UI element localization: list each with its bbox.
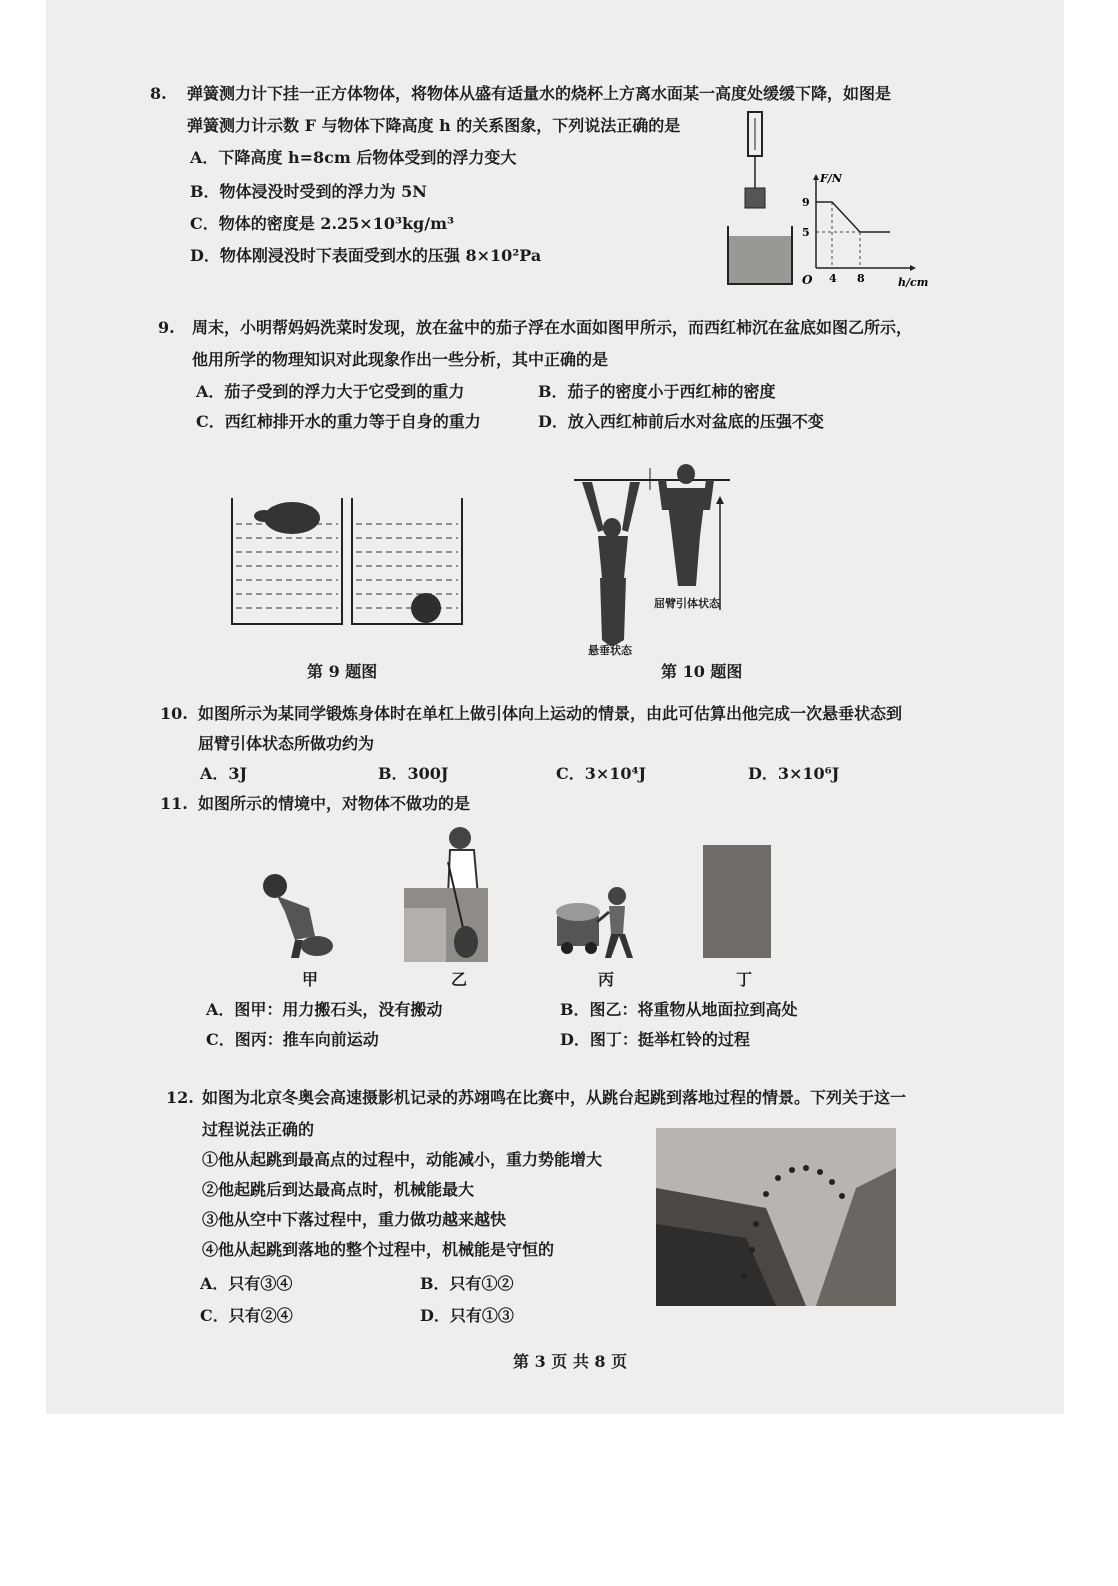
fig11-jia-lifting-stone bbox=[255, 868, 335, 960]
q8-option-b: B．物体浸没时受到的浮力为 5N bbox=[190, 182, 427, 201]
q10-option-c: C．3×10⁴J bbox=[556, 764, 647, 783]
q10-number: 10. bbox=[160, 704, 188, 723]
q8-option-a: A．下降高度 h=8cm 后物体受到的浮力变大 bbox=[190, 148, 517, 167]
fig11-yi-lifting-weight bbox=[404, 822, 488, 962]
q11-number: 11. bbox=[160, 794, 188, 813]
q10-option-d: D．3×10⁶J bbox=[748, 764, 840, 783]
ski-jump-photo bbox=[656, 1128, 896, 1306]
fig10-caption: 第 10 题图 bbox=[661, 662, 743, 681]
q12-option-a: A．只有③④ bbox=[200, 1274, 293, 1293]
q11-option-b: B．图乙：将重物从地面拉到高处 bbox=[560, 1000, 798, 1019]
q8-stem-line1: 弹簧测力计下挂一正方体物体，将物体从盛有适量水的烧杯上方离水面某一高度处缓缓下降，如图是 bbox=[187, 84, 892, 103]
fig11-label-bing: 丙 bbox=[598, 970, 615, 989]
q12-statement-4: ④他从起跳到落地的整个过程中，机械能是守恒的 bbox=[202, 1240, 555, 1259]
graph-ytick-5: 5 bbox=[802, 226, 810, 239]
page-footer: 第 3 页 共 8 页 bbox=[513, 1352, 628, 1371]
q12-statement-1: ①他从起跳到最高点的过程中，动能减小，重力势能增大 bbox=[202, 1150, 603, 1169]
q10-stem-line1: 如图所示为某同学锻炼身体时在单杠上做引体向上运动的情景，由此可估算出他完成一次悬垂状态到 bbox=[198, 704, 903, 723]
q12-stem-line2: 过程说法正确的 bbox=[202, 1120, 315, 1139]
q11-option-d: D．图丁：挺举杠铃的过程 bbox=[560, 1030, 750, 1049]
q12-number: 12. bbox=[166, 1088, 194, 1107]
fig9-caption: 第 9 题图 bbox=[307, 662, 378, 681]
fig11-label-ding: 丁 bbox=[736, 970, 753, 989]
tomato bbox=[411, 593, 441, 623]
q9-option-a: A．茄子受到的浮力大于它受到的重力 bbox=[196, 382, 465, 401]
q11-option-c: C．图丙：推车向前运动 bbox=[206, 1030, 379, 1049]
fig10-label-pull: 屈臂引体状态 bbox=[654, 597, 720, 610]
force-height-graph bbox=[800, 170, 940, 290]
q11-stem: 如图所示的情境中，对物体不做功的是 bbox=[198, 794, 471, 813]
graph-ytick-9: 9 bbox=[802, 196, 810, 209]
q10-option-a: A．3J bbox=[200, 764, 248, 783]
fig11-label-yi: 乙 bbox=[451, 970, 468, 989]
graph-xtick-4: 4 bbox=[829, 272, 837, 285]
q9-option-b: B．茄子的密度小于西红柿的密度 bbox=[538, 382, 776, 401]
fig11-bing-pushing-cart bbox=[553, 882, 649, 962]
graph-xlabel: h/cm bbox=[898, 276, 929, 289]
q9-number: 9. bbox=[158, 318, 175, 337]
graph-origin: O bbox=[802, 273, 813, 287]
q12-option-d: D．只有①③ bbox=[420, 1306, 514, 1325]
q12-statement-3: ③他从空中下落过程中，重力做功越来越快 bbox=[202, 1210, 507, 1229]
pullup-figure bbox=[570, 460, 740, 660]
q9-stem-line1: 周末，小明帮妈妈洗菜时发现，放在盆中的茄子浮在水面如图甲所示，而西红柿沉在盆底如图乙所示， bbox=[192, 318, 913, 337]
q12-option-b: B．只有①② bbox=[420, 1274, 514, 1293]
q8-stem-line2: 弹簧测力计示数 F 与物体下降高度 h 的关系图象，下列说法正确的是 bbox=[187, 116, 681, 135]
q8-option-c: C．物体的密度是 2.25×10³kg/m³ bbox=[190, 214, 455, 233]
q8-option-d: D．物体刚浸没时下表面受到水的压强 8×10²Pa bbox=[190, 246, 542, 265]
q9-stem-line2: 他用所学的物理知识对此现象作出一些分析，其中正确的是 bbox=[192, 350, 609, 369]
q9-option-d: D．放入西红柿前后水对盆底的压强不变 bbox=[538, 412, 824, 431]
q10-stem-line2: 屈臂引体状态所做功约为 bbox=[198, 734, 375, 753]
fig11-ding-barbell-photo bbox=[703, 845, 771, 958]
fig10-label-hang: 悬垂状态 bbox=[588, 644, 632, 657]
q8-number: 8. bbox=[150, 84, 167, 103]
q12-stem-line1: 如图为北京冬奥会高速摄影机记录的苏翊鸣在比赛中，从跳台起跳到落地过程的情景。下列关于这一 bbox=[202, 1088, 907, 1107]
graph-ylabel: F/N bbox=[820, 172, 842, 185]
q12-option-c: C．只有②④ bbox=[200, 1306, 293, 1325]
q10-option-b: B．300J bbox=[378, 764, 449, 783]
q11-option-a: A．图甲：用力搬石头，没有搬动 bbox=[206, 1000, 443, 1019]
graph-xtick-8: 8 bbox=[857, 272, 865, 285]
q12-statement-2: ②他起跳后到达最高点时，机械能最大 bbox=[202, 1180, 475, 1199]
fig11-label-jia: 甲 bbox=[302, 970, 319, 989]
q9-option-c: C．西红柿排开水的重力等于自身的重力 bbox=[196, 412, 481, 431]
basins-figure bbox=[226, 490, 466, 630]
spring-scale-beaker-figure bbox=[720, 108, 800, 288]
